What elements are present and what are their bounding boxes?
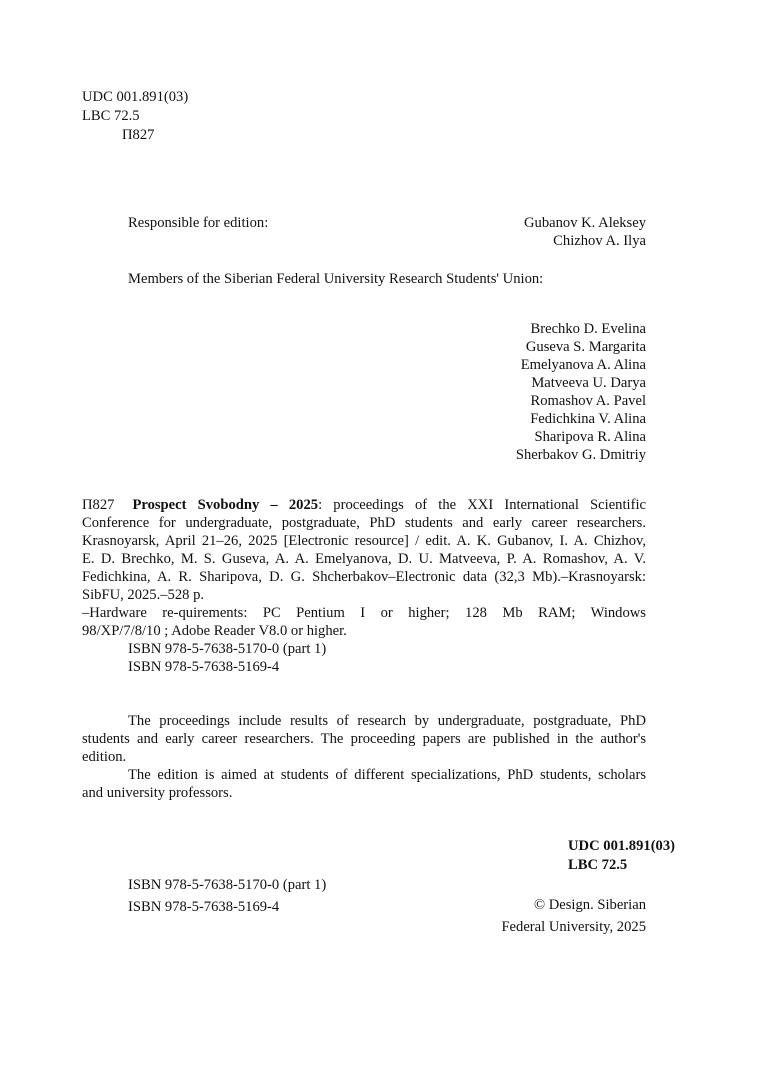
- member-name: Romashov A. Pavel: [530, 393, 646, 409]
- members-label: Members of the Siberian Federal University Research Students' Union:: [128, 271, 544, 287]
- biblio-line: SibFU, 2025.–528 p.: [82, 587, 205, 603]
- biblio-line: E. D. Brechko, M. S. Guseva, A. A. Emelyanova, D. U. Matveeva, P. A. Romashov, A. V.: [82, 551, 646, 567]
- udc-code-footer: UDC 001.891(03): [568, 838, 676, 854]
- bibliographic-record: [82, 496, 646, 676]
- abstract-line: edition.: [82, 749, 127, 765]
- copyright-line: Federal University, 2025: [501, 919, 646, 935]
- biblio-line: Krasnoyarsk, April 21–26, 2025 [Electronic resource] / edit. A. K. Gubanov, I. A. Chizhov,: [82, 533, 646, 549]
- responsible-name: Chizhov A. Ilya: [553, 233, 646, 249]
- isbn-footer-line: ISBN 978-5-7638-5170-0 (part 1): [128, 877, 327, 893]
- biblio-isbn: ISBN 978-5-7638-5169-4: [128, 659, 280, 675]
- member-name: Matveeva U. Darya: [531, 375, 646, 391]
- member-name: Sherbakov G. Dmitriy: [515, 447, 646, 463]
- abstract-line: The edition is aimed at students of different specializations, PhD students, scholars: [128, 767, 646, 783]
- member-name: Brechko D. Evelina: [530, 321, 646, 337]
- copyright-line: © Design. Siberian: [533, 897, 646, 913]
- isbn-footer-line: ISBN 978-5-7638-5169-4: [128, 899, 280, 915]
- members-list: [516, 320, 646, 464]
- biblio-line: [82, 496, 646, 514]
- member-name: Sharipova R. Alina: [534, 429, 646, 445]
- abstract-line: and university professors.: [82, 785, 233, 801]
- biblio-code: П827: [82, 497, 115, 513]
- classification-header: [82, 88, 188, 145]
- responsible-names: [524, 214, 646, 250]
- responsible-name: Gubanov K. Aleksey: [523, 215, 646, 231]
- lbc-code-footer: LBC 72.5: [568, 857, 628, 873]
- biblio-line: Conference for undergraduate, postgraduate, PhD students and early career researchers.: [82, 515, 646, 531]
- biblio-line: 98/XP/7/8/10 ; Adobe Reader V8.0 or higher.: [82, 623, 347, 639]
- classification-footer: [568, 837, 675, 875]
- member-name: Fedichkina V. Alina: [530, 411, 646, 427]
- abstract-line: The proceedings include results of research by undergraduate, postgraduate, PhD: [128, 713, 646, 729]
- biblio-line: –Hardware re-quirements: PC Pentium I or higher; 128 Mb RAM; Windows: [82, 605, 646, 621]
- biblio-title: Prospect Svobodny – 2025: [132, 497, 319, 513]
- biblio-line1-rest: : proceedings of the XXI International Scientific: [318, 497, 646, 513]
- member-name: Guseva S. Margarita: [525, 339, 646, 355]
- copyright: [501, 896, 646, 940]
- biblio-line: Fedichkina, A. R. Sharipova, D. G. Shcherbakov–Electronic data (32,3 Mb).–Krasnoyarsk:: [82, 569, 646, 585]
- abstract: [82, 712, 646, 802]
- biblio-isbn: ISBN 978-5-7638-5170-0 (part 1): [128, 641, 327, 657]
- author-mark: П827: [122, 127, 155, 143]
- lbc-code: LBC 72.5: [82, 108, 140, 124]
- responsible-label: Responsible for edition:: [128, 215, 269, 231]
- isbn-footer: [128, 876, 326, 920]
- member-name: Emelyanova A. Alina: [520, 357, 646, 373]
- udc-code: UDC 001.891(03): [82, 89, 189, 105]
- abstract-line: students and early career researchers. The proceeding papers are published in the author's: [82, 731, 646, 747]
